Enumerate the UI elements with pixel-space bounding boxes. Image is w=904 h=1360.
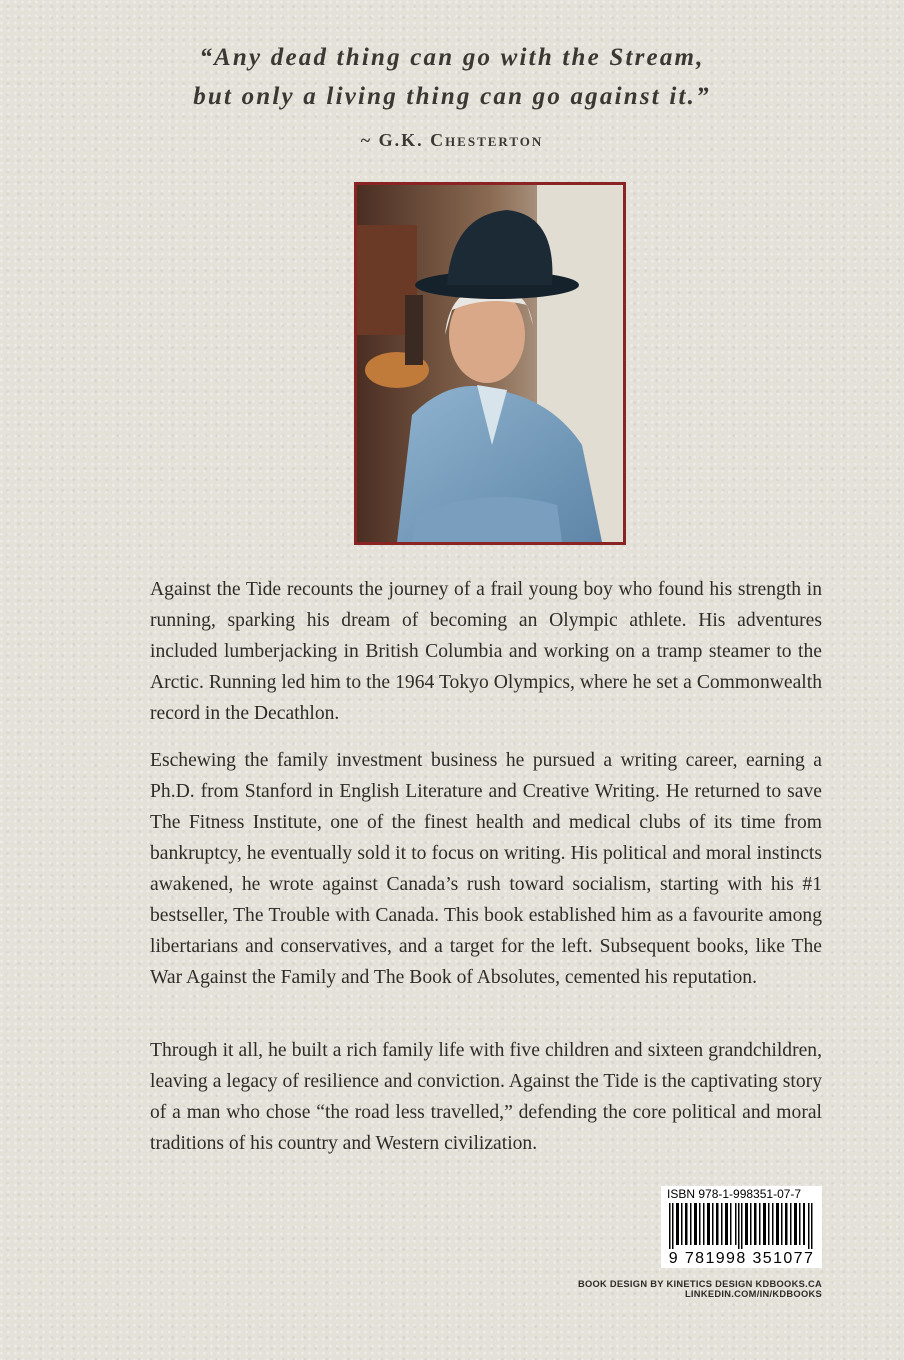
barcode-icon xyxy=(665,1203,818,1249)
isbn-barcode xyxy=(661,1186,822,1268)
quote-line-1: “Any dead thing can go with the Stream, xyxy=(199,44,705,71)
author-photo xyxy=(354,182,626,545)
author-portrait-icon xyxy=(357,185,623,542)
blurb-paragraph-1: Against the Tide recounts the journey of a frail young boy who found his strength in running, sparking his dream of becoming an Olympic athlete. His adventures included lumberjacking in British Columbia and working on a tramp steamer to the Arctic. Running led him to the 1964 Tokyo Olympics, where he set a Commonwealth record in the Decathlon. xyxy=(150,579,822,724)
design-credits: BOOK DESIGN BY KINETICS DESIGN KDBOOKS.CA LINKEDIN.COM/IN/KDBOOKS xyxy=(577,1279,822,1299)
quote-attribution: ~ G.K. Chesterton xyxy=(360,130,544,150)
ean-digits: 9 781998 351077 xyxy=(668,1250,815,1267)
blurb-paragraph-3: Through it all, he built a rich family life with five children and sixteen grandchildren, leaving a legacy of resilience and conviction. Against the Tide is the captivating story of a man who chose “the road less travelled,” defending the core political and moral traditions of his country and Western civilization. xyxy=(150,1040,822,1154)
quote-line-2: but only a living thing can go against it.” xyxy=(193,83,711,110)
blurb-paragraph-2: Eschewing the family investment business he pursued a writing career, earning a Ph.D. from Stanford in English Literature and Creative Writing. He returned to save The Fitness Institute, one of the finest health and medical clubs of its time from bankruptcy, he eventually sold it to focus on writing. His political and moral instincts awakened, he wrote against Canada’s rush toward socialism, starting with his #1 bestseller, The Trouble with Canada. This book established him as a favourite among libertarians and conservatives, and a target for the left. Subsequent books, like The War Against the Family and The Book of Absolutes, cemented his reputation. xyxy=(150,750,822,988)
isbn-label: ISBN 978-1-998351-07-7 xyxy=(667,1187,802,1201)
